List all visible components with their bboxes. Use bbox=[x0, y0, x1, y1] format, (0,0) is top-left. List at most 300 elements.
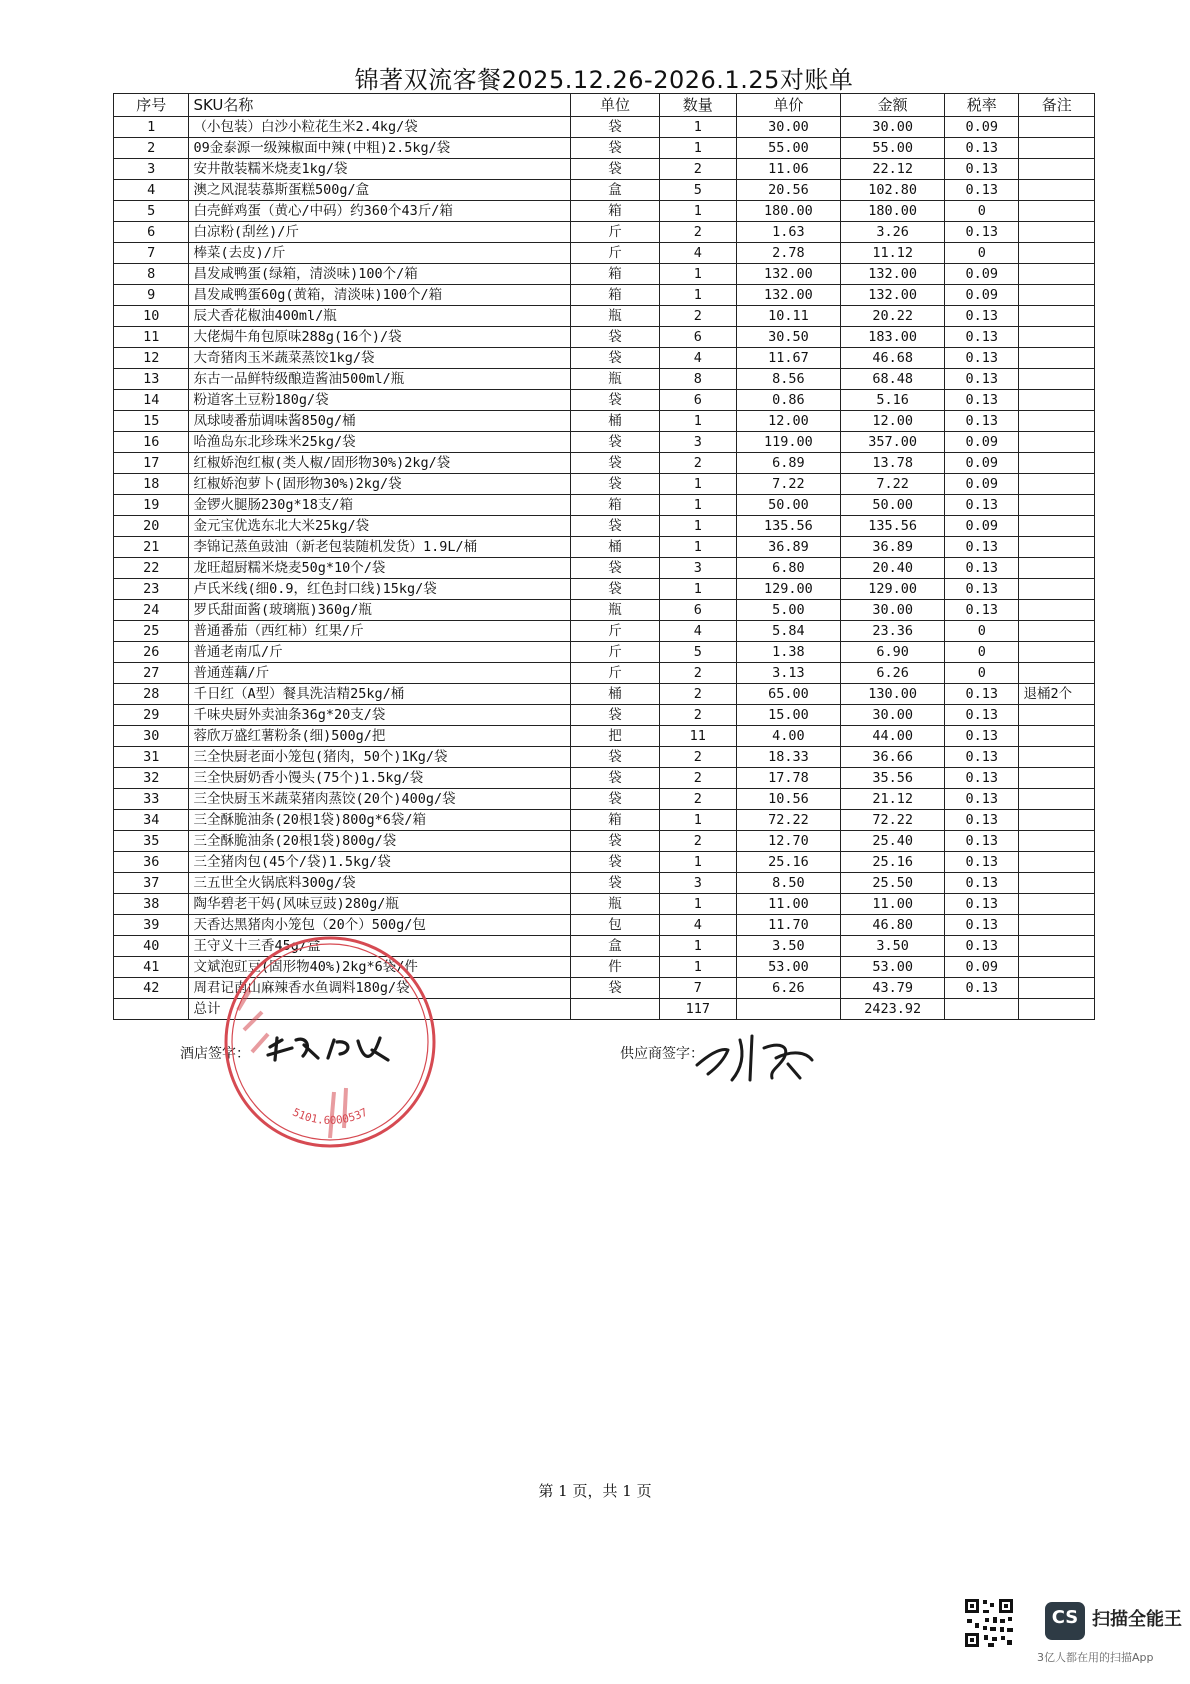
cell-amount: 46.80 bbox=[841, 915, 945, 936]
cell-sku-name: 三五世全火锅底料300g/袋 bbox=[189, 873, 570, 894]
cell-unit-price: 25.16 bbox=[736, 852, 841, 873]
cell-tax-rate: 0.13 bbox=[945, 831, 1019, 852]
cell-seq: 33 bbox=[114, 789, 189, 810]
cell-qty: 1 bbox=[660, 117, 737, 138]
cell-remark bbox=[1019, 474, 1095, 495]
cell-unit-price: 12.70 bbox=[736, 831, 841, 852]
cell-qty: 3 bbox=[660, 873, 737, 894]
cell-sku-name: 龙旺超厨糯米烧麦50g*10个/袋 bbox=[189, 558, 570, 579]
cell-remark bbox=[1019, 894, 1095, 915]
cell-unit: 袋 bbox=[570, 579, 659, 600]
cell-sku-name: 哈渔岛东北珍珠米25kg/袋 bbox=[189, 432, 570, 453]
cell-unit-price: 1.63 bbox=[736, 222, 841, 243]
cell-unit-price: 55.00 bbox=[736, 138, 841, 159]
cell-unit: 瓶 bbox=[570, 369, 659, 390]
cell-remark bbox=[1019, 642, 1095, 663]
cell-unit: 袋 bbox=[570, 873, 659, 894]
cell-qty: 2 bbox=[660, 306, 737, 327]
cell-amount: 6.26 bbox=[841, 663, 945, 684]
supplier-signature bbox=[697, 1036, 812, 1080]
cell-amount: 3.50 bbox=[841, 936, 945, 957]
table-row bbox=[114, 684, 1095, 705]
table-row bbox=[114, 768, 1095, 789]
hotel-signature bbox=[268, 1038, 388, 1060]
cell-seq: 2 bbox=[114, 138, 189, 159]
cell-sku-name: 文斌泡豇豆(固形物40%)2kg*6袋/件 bbox=[189, 957, 570, 978]
cell-unit: 袋 bbox=[570, 138, 659, 159]
cell-remark bbox=[1019, 852, 1095, 873]
cell-unit-price: 11.06 bbox=[736, 159, 841, 180]
cell-unit-price: 135.56 bbox=[736, 516, 841, 537]
cell-seq: 13 bbox=[114, 369, 189, 390]
cell-unit-price: 119.00 bbox=[736, 432, 841, 453]
cell-sku-name: 陶华碧老干妈(风味豆豉)280g/瓶 bbox=[189, 894, 570, 915]
cell-sku-name: 09金泰源一级辣椒面中辣(中粗)2.5kg/袋 bbox=[189, 138, 570, 159]
cell-remark bbox=[1019, 936, 1095, 957]
cell-tax-rate: 0.13 bbox=[945, 726, 1019, 747]
cell-sku-name: 东古一品鲜特级酿造酱油500ml/瓶 bbox=[189, 369, 570, 390]
cell-remark bbox=[1019, 243, 1095, 264]
cell-seq: 11 bbox=[114, 327, 189, 348]
cell-remark bbox=[1019, 957, 1095, 978]
cell-seq: 39 bbox=[114, 915, 189, 936]
cell-unit: 盒 bbox=[570, 936, 659, 957]
scanner-app-name: 扫描全能王 bbox=[1092, 1609, 1182, 1630]
cell-amount: 55.00 bbox=[841, 138, 945, 159]
cell-tax-rate: 0.13 bbox=[945, 327, 1019, 348]
cell-qty: 2 bbox=[660, 831, 737, 852]
table-row bbox=[114, 180, 1095, 201]
cell-amount: 11.12 bbox=[841, 243, 945, 264]
cell-seq: 1 bbox=[114, 117, 189, 138]
cell-seq: 16 bbox=[114, 432, 189, 453]
cell-qty: 2 bbox=[660, 684, 737, 705]
cell-amount: 36.66 bbox=[841, 747, 945, 768]
cell-qty: 1 bbox=[660, 285, 737, 306]
cell-unit-price: 1.38 bbox=[736, 642, 841, 663]
table-row bbox=[114, 705, 1095, 726]
cell-sku-name: 辰犬香花椒油400ml/瓶 bbox=[189, 306, 570, 327]
cell-amount: 23.36 bbox=[841, 621, 945, 642]
cell-tax-rate: 0.13 bbox=[945, 936, 1019, 957]
cell-qty: 5 bbox=[660, 180, 737, 201]
cell-seq: 12 bbox=[114, 348, 189, 369]
cell-unit: 把 bbox=[570, 726, 659, 747]
cell-unit: 袋 bbox=[570, 117, 659, 138]
page-number: 第 1 页，共 1 页 bbox=[538, 1482, 652, 1500]
cell-unit: 斤 bbox=[570, 663, 659, 684]
cell-unit: 斤 bbox=[570, 243, 659, 264]
cell-amount: 13.78 bbox=[841, 453, 945, 474]
cell-tax-rate: 0.13 bbox=[945, 852, 1019, 873]
cell-unit-price: 11.70 bbox=[736, 915, 841, 936]
cell-unit: 瓶 bbox=[570, 894, 659, 915]
cell-qty: 1 bbox=[660, 852, 737, 873]
cell-unit-price: 20.56 bbox=[736, 180, 841, 201]
cell-qty: 4 bbox=[660, 915, 737, 936]
cell-remark bbox=[1019, 537, 1095, 558]
cell-unit: 袋 bbox=[570, 705, 659, 726]
cell-unit: 袋 bbox=[570, 390, 659, 411]
cell-remark bbox=[1019, 453, 1095, 474]
table-row bbox=[114, 222, 1095, 243]
cell-seq: 36 bbox=[114, 852, 189, 873]
cell-sku-name: 三全猪肉包(45个/袋)1.5kg/袋 bbox=[189, 852, 570, 873]
cell-tax-rate: 0.13 bbox=[945, 789, 1019, 810]
cell-unit: 袋 bbox=[570, 474, 659, 495]
cell-unit-price: 65.00 bbox=[736, 684, 841, 705]
cell-qty: 6 bbox=[660, 600, 737, 621]
cell-sku-name: 普通莲藕/斤 bbox=[189, 663, 570, 684]
cell-amount: 68.48 bbox=[841, 369, 945, 390]
cell-tax-rate: 0.13 bbox=[945, 978, 1019, 999]
cell-tax-rate: 0.13 bbox=[945, 159, 1019, 180]
cell-sku-name: 昌发咸鸭蛋(绿箱，清淡味)100个/箱 bbox=[189, 264, 570, 285]
cell-tax-rate: 0.13 bbox=[945, 768, 1019, 789]
qr-code bbox=[963, 1597, 1015, 1649]
table-row bbox=[114, 516, 1095, 537]
cell-tax-rate: 0.13 bbox=[945, 705, 1019, 726]
total-blank bbox=[945, 999, 1019, 1020]
cell-remark bbox=[1019, 117, 1095, 138]
cell-amount: 53.00 bbox=[841, 957, 945, 978]
cell-remark bbox=[1019, 978, 1095, 999]
cell-unit: 件 bbox=[570, 957, 659, 978]
table-row bbox=[114, 285, 1095, 306]
cell-sku-name: 三全酥脆油条(20根1袋)800g/袋 bbox=[189, 831, 570, 852]
cell-unit: 斤 bbox=[570, 642, 659, 663]
table-row bbox=[114, 957, 1095, 978]
cell-qty: 2 bbox=[660, 705, 737, 726]
cell-qty: 1 bbox=[660, 474, 737, 495]
table-row bbox=[114, 432, 1095, 453]
cell-tax-rate: 0.09 bbox=[945, 474, 1019, 495]
cell-unit: 箱 bbox=[570, 495, 659, 516]
table-row bbox=[114, 495, 1095, 516]
table-row bbox=[114, 243, 1095, 264]
cell-seq: 20 bbox=[114, 516, 189, 537]
cell-seq: 34 bbox=[114, 810, 189, 831]
cell-remark bbox=[1019, 327, 1095, 348]
cell-qty: 1 bbox=[660, 894, 737, 915]
cell-tax-rate: 0.09 bbox=[945, 453, 1019, 474]
cell-unit-price: 129.00 bbox=[736, 579, 841, 600]
cell-tax-rate: 0.13 bbox=[945, 222, 1019, 243]
cell-qty: 2 bbox=[660, 768, 737, 789]
cell-unit-price: 72.22 bbox=[736, 810, 841, 831]
cell-qty: 1 bbox=[660, 264, 737, 285]
cell-unit: 袋 bbox=[570, 978, 659, 999]
cell-seq: 7 bbox=[114, 243, 189, 264]
cell-unit: 瓶 bbox=[570, 600, 659, 621]
cell-qty: 1 bbox=[660, 411, 737, 432]
cell-seq: 21 bbox=[114, 537, 189, 558]
cell-unit-price: 4.00 bbox=[736, 726, 841, 747]
cell-qty: 1 bbox=[660, 201, 737, 222]
cell-unit-price: 11.00 bbox=[736, 894, 841, 915]
cell-sku-name: 金元宝优选东北大米25kg/袋 bbox=[189, 516, 570, 537]
cell-tax-rate: 0.09 bbox=[945, 117, 1019, 138]
cell-amount: 129.00 bbox=[841, 579, 945, 600]
cell-sku-name: （小包装）白沙小粒花生米2.4kg/袋 bbox=[189, 117, 570, 138]
cell-unit: 箱 bbox=[570, 810, 659, 831]
cell-tax-rate: 0.13 bbox=[945, 600, 1019, 621]
cell-amount: 20.40 bbox=[841, 558, 945, 579]
cell-unit: 箱 bbox=[570, 285, 659, 306]
document-title: 锦著双流客餐2025.12.26-2026.1.25对账单 bbox=[354, 66, 854, 94]
cell-qty: 2 bbox=[660, 159, 737, 180]
cell-remark bbox=[1019, 600, 1095, 621]
table-row bbox=[114, 474, 1095, 495]
cell-tax-rate: 0.09 bbox=[945, 285, 1019, 306]
header-qty: 数量 bbox=[660, 94, 737, 117]
cell-remark bbox=[1019, 495, 1095, 516]
cell-remark bbox=[1019, 831, 1095, 852]
cell-seq: 30 bbox=[114, 726, 189, 747]
cell-amount: 11.00 bbox=[841, 894, 945, 915]
cell-seq: 32 bbox=[114, 768, 189, 789]
cell-tax-rate: 0.09 bbox=[945, 264, 1019, 285]
cell-tax-rate: 0.09 bbox=[945, 957, 1019, 978]
cell-sku-name: 卢氏米线(细0.9，红色封口线)15kg/袋 bbox=[189, 579, 570, 600]
cell-seq: 6 bbox=[114, 222, 189, 243]
cell-unit: 袋 bbox=[570, 432, 659, 453]
cell-sku-name: 白凉粉(刮丝)/斤 bbox=[189, 222, 570, 243]
cell-remark bbox=[1019, 726, 1095, 747]
total-row bbox=[114, 999, 1095, 1020]
cell-sku-name: 大佬焗牛角包原味288g(16个)/袋 bbox=[189, 327, 570, 348]
cell-amount: 25.40 bbox=[841, 831, 945, 852]
cell-tax-rate: 0.13 bbox=[945, 180, 1019, 201]
cell-amount: 25.50 bbox=[841, 873, 945, 894]
cell-unit-price: 10.11 bbox=[736, 306, 841, 327]
cell-unit: 袋 bbox=[570, 768, 659, 789]
scanner-slogan: 3亿人都在用的扫描App bbox=[1037, 1651, 1154, 1664]
cell-tax-rate: 0.13 bbox=[945, 558, 1019, 579]
cell-amount: 36.89 bbox=[841, 537, 945, 558]
cell-tax-rate: 0.13 bbox=[945, 390, 1019, 411]
cell-qty: 1 bbox=[660, 936, 737, 957]
cell-sku-name: 棒菜(去皮)/斤 bbox=[189, 243, 570, 264]
cell-seq: 9 bbox=[114, 285, 189, 306]
cell-qty: 1 bbox=[660, 579, 737, 600]
cell-tax-rate: 0 bbox=[945, 621, 1019, 642]
cell-qty: 4 bbox=[660, 348, 737, 369]
cell-seq: 28 bbox=[114, 684, 189, 705]
cell-sku-name: 三全酥脆油条(20根1袋)800g*6袋/箱 bbox=[189, 810, 570, 831]
cell-seq: 29 bbox=[114, 705, 189, 726]
cell-unit: 箱 bbox=[570, 264, 659, 285]
cell-tax-rate: 0.13 bbox=[945, 684, 1019, 705]
cell-unit: 袋 bbox=[570, 789, 659, 810]
table-row bbox=[114, 306, 1095, 327]
cell-remark bbox=[1019, 621, 1095, 642]
table-row bbox=[114, 747, 1095, 768]
cell-unit: 袋 bbox=[570, 348, 659, 369]
cell-sku-name: 昌发咸鸭蛋60g(黄箱，清淡味)100个/箱 bbox=[189, 285, 570, 306]
table-row bbox=[114, 873, 1095, 894]
cell-remark bbox=[1019, 222, 1095, 243]
cell-seq: 27 bbox=[114, 663, 189, 684]
cell-seq: 24 bbox=[114, 600, 189, 621]
cell-seq: 3 bbox=[114, 159, 189, 180]
cell-sku-name: 金锣火腿肠230g*18支/箱 bbox=[189, 495, 570, 516]
table-body bbox=[114, 117, 1095, 1020]
cell-unit-price: 10.56 bbox=[736, 789, 841, 810]
cell-sku-name: 李锦记蒸鱼豉油（新老包装随机发货）1.9L/桶 bbox=[189, 537, 570, 558]
cell-qty: 3 bbox=[660, 432, 737, 453]
table-row bbox=[114, 789, 1095, 810]
cell-unit-price: 53.00 bbox=[736, 957, 841, 978]
cell-amount: 46.68 bbox=[841, 348, 945, 369]
cell-remark bbox=[1019, 873, 1095, 894]
cell-unit-price: 132.00 bbox=[736, 264, 841, 285]
cell-amount: 132.00 bbox=[841, 285, 945, 306]
table-row bbox=[114, 537, 1095, 558]
cell-qty: 1 bbox=[660, 957, 737, 978]
cell-sku-name: 粉道客土豆粉180g/袋 bbox=[189, 390, 570, 411]
cell-remark bbox=[1019, 264, 1095, 285]
cell-sku-name: 罗氏甜面酱(玻璃瓶)360g/瓶 bbox=[189, 600, 570, 621]
cell-remark bbox=[1019, 369, 1095, 390]
cell-unit: 桶 bbox=[570, 684, 659, 705]
cell-remark bbox=[1019, 201, 1095, 222]
cell-unit: 袋 bbox=[570, 327, 659, 348]
cell-tax-rate: 0.09 bbox=[945, 516, 1019, 537]
table-row bbox=[114, 369, 1095, 390]
cell-unit-price: 132.00 bbox=[736, 285, 841, 306]
cell-unit: 袋 bbox=[570, 852, 659, 873]
cell-remark bbox=[1019, 915, 1095, 936]
cell-seq: 14 bbox=[114, 390, 189, 411]
cell-sku-name: 澳之风混装慕斯蛋糕500g/盒 bbox=[189, 180, 570, 201]
header-sku-name: SKU名称 bbox=[189, 94, 570, 117]
cell-amount: 20.22 bbox=[841, 306, 945, 327]
cell-tax-rate: 0.13 bbox=[945, 411, 1019, 432]
cell-amount: 12.00 bbox=[841, 411, 945, 432]
cell-tax-rate: 0 bbox=[945, 642, 1019, 663]
header-amount: 金额 bbox=[841, 94, 945, 117]
cell-unit: 盒 bbox=[570, 180, 659, 201]
cell-unit: 包 bbox=[570, 915, 659, 936]
cell-qty: 6 bbox=[660, 390, 737, 411]
cell-amount: 30.00 bbox=[841, 117, 945, 138]
cell-unit: 袋 bbox=[570, 558, 659, 579]
table-row bbox=[114, 264, 1095, 285]
cell-qty: 8 bbox=[660, 369, 737, 390]
cell-unit-price: 2.78 bbox=[736, 243, 841, 264]
cell-qty: 1 bbox=[660, 138, 737, 159]
cell-tax-rate: 0.13 bbox=[945, 894, 1019, 915]
cell-tax-rate: 0.13 bbox=[945, 495, 1019, 516]
cell-amount: 3.26 bbox=[841, 222, 945, 243]
cell-amount: 135.56 bbox=[841, 516, 945, 537]
cell-amount: 357.00 bbox=[841, 432, 945, 453]
cell-seq: 10 bbox=[114, 306, 189, 327]
table-row bbox=[114, 852, 1095, 873]
cell-unit-price: 5.00 bbox=[736, 600, 841, 621]
cell-unit-price: 11.67 bbox=[736, 348, 841, 369]
cell-unit: 桶 bbox=[570, 537, 659, 558]
cell-unit: 瓶 bbox=[570, 306, 659, 327]
cell-seq: 5 bbox=[114, 201, 189, 222]
cell-sku-name: 凤球唛番茄调味酱850g/桶 bbox=[189, 411, 570, 432]
cell-sku-name: 大奇猪肉玉米蔬菜蒸饺1kg/袋 bbox=[189, 348, 570, 369]
cell-remark bbox=[1019, 810, 1095, 831]
table-row bbox=[114, 579, 1095, 600]
table-row bbox=[114, 978, 1095, 999]
cell-seq: 42 bbox=[114, 978, 189, 999]
cell-unit: 桶 bbox=[570, 411, 659, 432]
cell-seq: 4 bbox=[114, 180, 189, 201]
cell-seq: 31 bbox=[114, 747, 189, 768]
cell-remark bbox=[1019, 663, 1095, 684]
cell-tax-rate: 0.13 bbox=[945, 537, 1019, 558]
table-row bbox=[114, 348, 1095, 369]
cell-sku-name: 三全快厨玉米蔬菜猪肉蒸饺(20个)400g/袋 bbox=[189, 789, 570, 810]
table-row bbox=[114, 831, 1095, 852]
cell-qty: 5 bbox=[660, 642, 737, 663]
cell-tax-rate: 0.13 bbox=[945, 873, 1019, 894]
cell-unit-price: 6.26 bbox=[736, 978, 841, 999]
cell-amount: 44.00 bbox=[841, 726, 945, 747]
cell-remark bbox=[1019, 285, 1095, 306]
cell-amount: 30.00 bbox=[841, 600, 945, 621]
cell-unit-price: 6.80 bbox=[736, 558, 841, 579]
cell-seq: 38 bbox=[114, 894, 189, 915]
cell-amount: 130.00 bbox=[841, 684, 945, 705]
cell-qty: 2 bbox=[660, 663, 737, 684]
cell-unit: 袋 bbox=[570, 747, 659, 768]
cell-qty: 2 bbox=[660, 789, 737, 810]
cell-qty: 1 bbox=[660, 810, 737, 831]
cell-tax-rate: 0.13 bbox=[945, 579, 1019, 600]
header-unit-price: 单价 bbox=[736, 94, 841, 117]
cell-amount: 183.00 bbox=[841, 327, 945, 348]
table-row bbox=[114, 726, 1095, 747]
scanner-logo-text: CS bbox=[1051, 1607, 1079, 1628]
cell-remark bbox=[1019, 558, 1095, 579]
cell-amount: 22.12 bbox=[841, 159, 945, 180]
cell-seq: 23 bbox=[114, 579, 189, 600]
cell-unit: 袋 bbox=[570, 453, 659, 474]
cell-seq: 35 bbox=[114, 831, 189, 852]
cell-unit: 斤 bbox=[570, 222, 659, 243]
cell-unit-price: 7.22 bbox=[736, 474, 841, 495]
table-row bbox=[114, 411, 1095, 432]
table-row bbox=[114, 117, 1095, 138]
cell-sku-name: 天香达黑猪肉小笼包（20个）500g/包 bbox=[189, 915, 570, 936]
cell-sku-name: 红椒娇泡红椒(类人椒/固形物30%)2kg/袋 bbox=[189, 453, 570, 474]
cell-seq: 19 bbox=[114, 495, 189, 516]
table-row bbox=[114, 201, 1095, 222]
cell-amount: 50.00 bbox=[841, 495, 945, 516]
cell-tax-rate: 0.13 bbox=[945, 306, 1019, 327]
cell-qty: 4 bbox=[660, 243, 737, 264]
cell-sku-name: 千日红（A型）餐具洗洁精25kg/桶 bbox=[189, 684, 570, 705]
cell-sku-name: 三全快厨奶香小馒头(75个)1.5kg/袋 bbox=[189, 768, 570, 789]
table-row bbox=[114, 810, 1095, 831]
cell-remark bbox=[1019, 516, 1095, 537]
cell-qty: 2 bbox=[660, 453, 737, 474]
cell-amount: 6.90 bbox=[841, 642, 945, 663]
cell-unit-price: 3.13 bbox=[736, 663, 841, 684]
cell-unit-price: 3.50 bbox=[736, 936, 841, 957]
cell-remark bbox=[1019, 159, 1095, 180]
cell-amount: 43.79 bbox=[841, 978, 945, 999]
cell-remark bbox=[1019, 789, 1095, 810]
cell-remark: 退桶2个 bbox=[1019, 684, 1095, 705]
